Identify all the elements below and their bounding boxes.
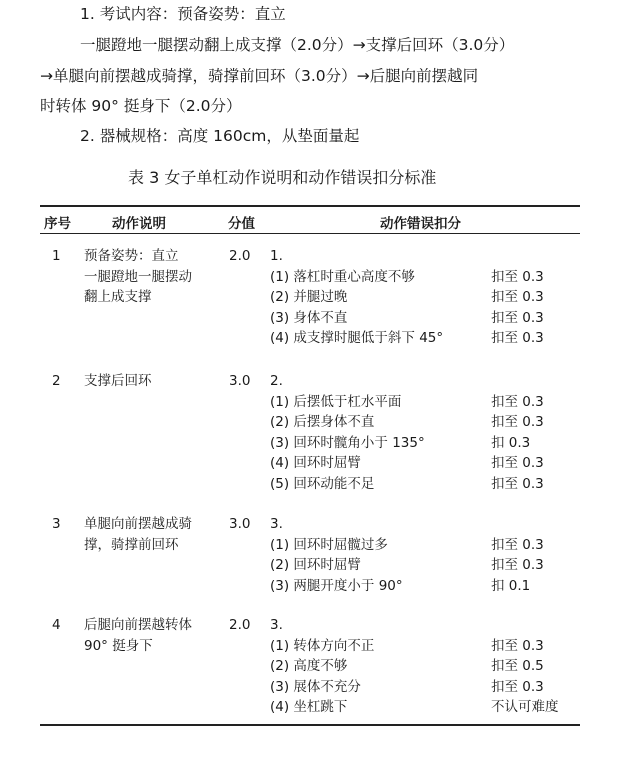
row-score: 3.0 xyxy=(229,516,251,532)
deduction-amount: 扣 0.3 xyxy=(491,434,531,451)
deduction-item: (2) 并腿过晚 xyxy=(270,289,348,305)
deduction-item: (4) 回环时屈臂 xyxy=(270,455,361,471)
row-score: 2.0 xyxy=(229,248,251,264)
row-description-line: 预备姿势：直立 xyxy=(84,248,179,264)
row-deduction-heading: 3. xyxy=(270,617,283,633)
row-description-line: 单腿向前摆越成骑 xyxy=(84,516,192,532)
deduction-amount: 扣至 0.3 xyxy=(491,289,544,305)
deduction-amount: 扣 0.1 xyxy=(491,577,531,594)
paragraph-sequence-line-1: 一腿蹬地一腿摆动翻上成支撑（2.0分）→支撑后回环（3.0分） xyxy=(80,36,515,54)
row-description-line: 后腿向前摆越转体 xyxy=(84,617,192,633)
deduction-item: (2) 后摆身体不直 xyxy=(270,414,375,430)
paragraph-apparatus-spec: 2. 器械规格：高度 160cm，从垫面量起 xyxy=(80,127,360,145)
deduction-item: (3) 回环时髋角小于 135° xyxy=(270,434,425,451)
deduction-amount: 扣至 0.3 xyxy=(491,536,544,553)
table-header-rule xyxy=(40,233,580,234)
deduction-item: (5) 回环动能不足 xyxy=(270,475,375,492)
table-caption: 表 3 女子单杠动作说明和动作错误扣分标准 xyxy=(128,168,437,187)
row-score: 2.0 xyxy=(229,617,251,633)
paragraph-sequence-line-3: 时转体 90° 挺身下（2.0分） xyxy=(40,97,242,115)
deduction-amount: 扣至 0.3 xyxy=(491,678,544,695)
row-description-line: 90° 挺身下 xyxy=(84,637,153,654)
deduction-item: (3) 展体不充分 xyxy=(270,678,361,695)
deduction-item: (3) 身体不直 xyxy=(270,309,348,326)
paragraph-exam-content: 1. 考试内容：预备姿势：直立 xyxy=(80,5,286,23)
header-no: 序号 xyxy=(44,216,71,232)
deduction-amount: 扣至 0.3 xyxy=(491,330,544,346)
header-description: 动作说明 xyxy=(112,216,166,232)
deduction-item: (2) 高度不够 xyxy=(270,658,348,674)
row-score: 3.0 xyxy=(229,373,251,389)
table-top-rule xyxy=(40,205,580,207)
row-number: 2 xyxy=(52,373,61,389)
deduction-item: (1) 后摆低于杠水平面 xyxy=(270,393,402,410)
header-score: 分值 xyxy=(228,216,255,232)
deduction-item: (1) 回环时屈髋过多 xyxy=(270,536,388,553)
deduction-amount: 扣至 0.3 xyxy=(491,455,544,471)
deduction-amount: 扣至 0.3 xyxy=(491,414,544,430)
header-deductions: 动作错误扣分 xyxy=(380,216,461,232)
deduction-item: (2) 回环时屈臂 xyxy=(270,557,361,573)
row-description-line: 一腿蹬地一腿摆动 xyxy=(84,268,192,285)
table-bottom-rule xyxy=(40,724,580,726)
deduction-item: (1) 落杠时重心高度不够 xyxy=(270,268,415,285)
deduction-item: (4) 坐杠跳下 xyxy=(270,699,348,715)
row-deduction-heading: 2. xyxy=(270,373,283,389)
deduction-amount: 扣至 0.3 xyxy=(491,393,544,410)
paragraph-sequence-line-2: →单腿向前摆越成骑撑，骑撑前回环（3.0分）→后腿向前摆越同 xyxy=(40,67,479,85)
row-deduction-heading: 3. xyxy=(270,516,283,532)
deduction-amount: 扣至 0.3 xyxy=(491,309,544,326)
row-number: 4 xyxy=(52,617,61,633)
row-number: 3 xyxy=(52,516,61,532)
deduction-item: (1) 转体方向不正 xyxy=(270,637,375,654)
deduction-item: (4) 成支撑时腿低于斜下 45° xyxy=(270,330,444,346)
deduction-amount: 扣至 0.3 xyxy=(491,475,544,492)
deduction-amount: 扣至 0.3 xyxy=(491,557,544,573)
row-description-line: 撑，骑撑前回环 xyxy=(84,536,179,553)
row-description-line: 翻上成支撑 xyxy=(84,289,152,305)
row-number: 1 xyxy=(52,248,61,264)
deduction-amount: 扣至 0.3 xyxy=(491,637,544,654)
row-deduction-heading: 1. xyxy=(270,248,283,264)
row-description-line: 支撑后回环 xyxy=(84,373,152,389)
deduction-amount: 不认可难度 xyxy=(491,699,559,715)
deduction-amount: 扣至 0.5 xyxy=(491,658,544,674)
deduction-amount: 扣至 0.3 xyxy=(491,268,544,285)
deduction-item: (3) 两腿开度小于 90° xyxy=(270,577,403,594)
